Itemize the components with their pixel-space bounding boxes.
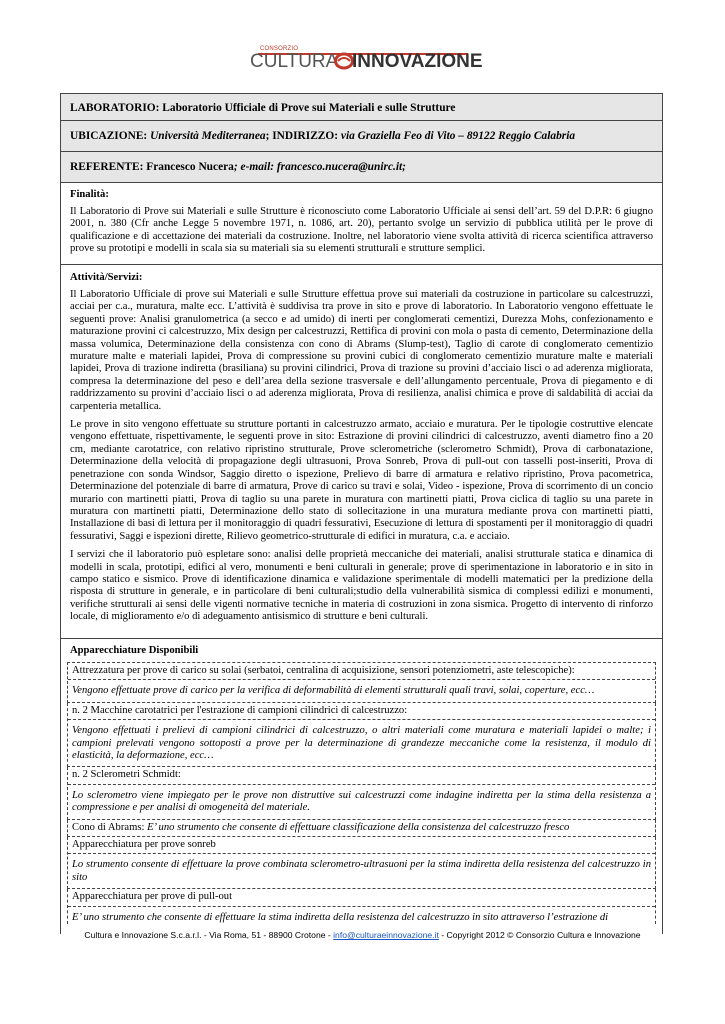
footer-copyright: - Copyright 2012 © Consorzio Cultura e Innovazione (438, 930, 641, 940)
lab-info-table (60, 93, 663, 934)
indirizzo-label: ; INDIRIZZO: (265, 130, 339, 142)
equipment-title: n. 2 Sclerometri Schmidt: (68, 767, 655, 784)
logo-word-cultura: CULTURA (250, 51, 339, 72)
equipment-title: Apparecchiatura per prove sonreb (68, 837, 655, 854)
equipment-title: Attrezzatura per prove di carico su solai (serbatoi, centralina di acquisizione, sensori potenziometri, aste telescopiche): (68, 663, 655, 680)
finalita-text: Il Laboratorio di Prove sui Materiali e sulle Strutture è riconosciuto come Laboratorio Ufficiale ai sensi dell’art. 59 del D.P.R: 6 giugno 2001, n. 380 (Cfr anche Legge 5 novembre 1971, n. 1086, art. 20), pertanto svolge un servizio di pubblica utilità per le prove di qualificazione e di accettazione dei materiali da costruzione. Inoltre, nel laboratorio viene svolta attività di ricerca scientifica attraverso prove su prototipi e modelli in scala sia su materiali sia su elementi strutturali e strutture semplici. (70, 206, 653, 255)
equipment-title: n. 2 Macchine carotatrici per l'estrazione di campioni cilindrici di calcestruzzo: (68, 703, 655, 720)
finalita-title: Finalità: (70, 189, 109, 200)
equipment-description: Lo sclerometro viene impiegato per le prove non distruttive sui calcestruzzi come indagine indiretta per la stima della resistenza a compressione e per analisi di omogeneità del materiale. (72, 789, 651, 814)
logo-swirl-icon (334, 52, 354, 70)
attivita-paragraph-3: I servizi che il laboratorio può espletare sono: analisi delle proprietà meccaniche dei materiali, analisi strutturale statica e dinamica di modelli in scala, prototipi, edifici al vero, monumenti e beni culturali in generale; prove di sperimentazione in laboratorio e in sito in campo statico e sismico. Prove di identificazione dinamica e validazione sperimentale di modelli matematici per la predizione della risposta di strutture in generale, e in particolare di beni culturali;studio della vulnerabilità sismica di complessi edilizi e monumenti, verifiche strutturali ai sensi delle vigenti normative tecniche in materia di costruzioni in zona sismica. Progetto di intervento di rinforzo locale, di miglioramento e/o di adeguamento antisismico di strutture e beni culturali. (70, 549, 653, 623)
attivita-title: Attività/Servizi: (70, 272, 143, 283)
ubicazione-value: Università Mediterranea (150, 130, 266, 142)
finalita-row (60, 183, 663, 265)
apparecchiature-title: Apparecchiature Disponibili (70, 645, 199, 656)
logo-small-text: CONSORZIO (260, 46, 299, 52)
equipment-item (67, 662, 656, 703)
laboratorio-title: LABORATORIO: Laboratorio Ufficiale di Prove sui Materiali e sulle Strutture (70, 102, 456, 114)
page-footer (0, 930, 725, 940)
indirizzo-value: via Graziella Feo di Vito – 89122 Reggio Calabria (340, 130, 576, 142)
equipment-item (67, 837, 656, 889)
brand-logo (250, 46, 483, 72)
laboratorio-row (60, 93, 663, 121)
equipment-description: E’ uno strumento che consente di effettuare classificazione della consistenza del calcestruzzo fresco (147, 821, 570, 833)
logo-word-innovazione: INNOVAZIONE (352, 51, 483, 72)
equipment-item (67, 703, 656, 768)
ubicazione-row (60, 121, 663, 152)
referente-row (60, 152, 663, 183)
referente-line (61, 152, 662, 174)
equipment-description: Vengono effettuate prove di carico per la verifica di deformabilità di elementi strutturali quali travi, solai, coperture, ecc… (72, 685, 595, 697)
footer-email-link[interactable]: info@culturaeinnovazione.it (333, 930, 439, 940)
equipment-title: Apparecchiatura per prove di pull-out (68, 889, 655, 906)
footer-company: Cultura e Innovazione S.c.a.r.l. - Via Roma, 51 - 88900 Crotone - (84, 930, 331, 940)
attivita-paragraph-1: Il Laboratorio Ufficiale di prove sui Materiali e sulle Strutture effettua prove sui materiali da costruzione in particolare su calcestruzzi, acciai per c.a., muratura, malte ecc. L’attività è suddivisa tra prove in sito e prove di laboratorio. In Laboratorio vengono effettuate le seguenti prove: Analisi granulometrica (a secco e ad umido) di inerti per conglomerati cementizi, Durezza Mohs, confezionamento e maturazione provini ci calcestruzzo, Mix design per calcestruzzi, Rettifica di provini con mola o pasta di cemento, Determinazione della massa volumica, Determinazione della consistenza con cono di Abrams (Slump-test), Taglio di carote di conglomerato cementizio murature malte e materiali lapidei, Prova di compressione su provini cubici di conglomerato cementizio murature malte e materiali lapidei, Prova di trazione indiretta (brasiliana) su provini cilindrici, Prova di trazione su provini d’acciaio lisci o ad aderenza migliorata, compresa la determinazione del peso e dell’area della sezione trasversale e dell’allungamento percentuale, Prova di piegamento e di raddrizzamento su provini d’acciaio lisci o ad aderenza migliorata, Prova di resilienza, analisi chimica e prove di saldabilità di acciai da carpenteria metallica. (70, 289, 653, 412)
attivita-paragraph-2: Le prove in sito vengono effettuate su strutture portanti in calcestruzzo armato, acciaio e muratura. Per le tipologie costruttive elencate vengono effettuate, rispettivamente, le seguenti prove in sito: Estrazione di provini cilindrici di calcestruzzo, aventi diametro fino a 20 cm, mediante carotatrice, con relativo ripristino strutturale, Prove sclerometriche (sclerometro Schmidt), Prova di carbonatazione, Determinazione della velocità di propagazione degli ultrasuoni, Prova Sonreb, Prova di pull-out con tasselli post-inseriti, Prova di penetrazione con sonda Windsor, Saggio diretto o ispezione, Prelievo di barre di armatura e relativo ripristino, Prova pacometrica, Determinazione del potenziale di barre di armatura, Prove di carico su travi e solai, Video - ispezione, Prova di scorrimento di un concio murario con martinetti piatti, Prova di taglio su una parete in muratura con martinetti piatti, Prova ciclica di taglio su una parete in muratura con martinetti piatti, Determinazione dello stato di sollecitazione in una muratura mediante prova con martinetti piatti, Installazione di basi di lettura per il monitoraggio di quadri fessurativi, Esecuzione di lettura di spostamenti per il monitoraggio di quadri fessurativi, Saggi e ispezioni dirette, Rilievo geometrico-strutturale di edifici in muratura, c.a. e acciaio. (70, 419, 653, 542)
ubicazione-label: UBICAZIONE: (70, 130, 148, 142)
equipment-description: Vengono effettuati i prelievi di campioni cilindrici di calcestruzzo, o altri materiali come muratura e materiali lapidei o malte; i campioni prelevati vengono sottoposti a prove per la determinazione di grandezze meccaniche come la resistenza, il modulo di elasticità, la deformazione, ecc… (72, 725, 651, 762)
equipment-title: Cono di Abrams: (72, 821, 145, 833)
equipment-inline (68, 820, 655, 836)
equipment-description: E’ uno strumento che consente di effettuare la stima indiretta della resistenza del calcestruzzo in sito attraverso l’estrazione di (72, 911, 609, 923)
equipment-item (67, 820, 656, 837)
referente-email: ; e-mail: francesco.nucera@unirc.it; (233, 161, 406, 173)
equipment-item (67, 889, 656, 924)
equipment-description: Lo strumento consente di effettuare la prove combinata sclerometro-ultrasuoni per la stima indiretta della resistenza del calcestruzzo in sito (72, 859, 651, 883)
ubicazione-line (61, 121, 662, 143)
equipment-item (67, 767, 656, 819)
referente-label: REFERENTE: Francesco Nucera (70, 161, 234, 173)
attivita-row (60, 265, 663, 639)
apparecchiature-row (60, 639, 663, 934)
